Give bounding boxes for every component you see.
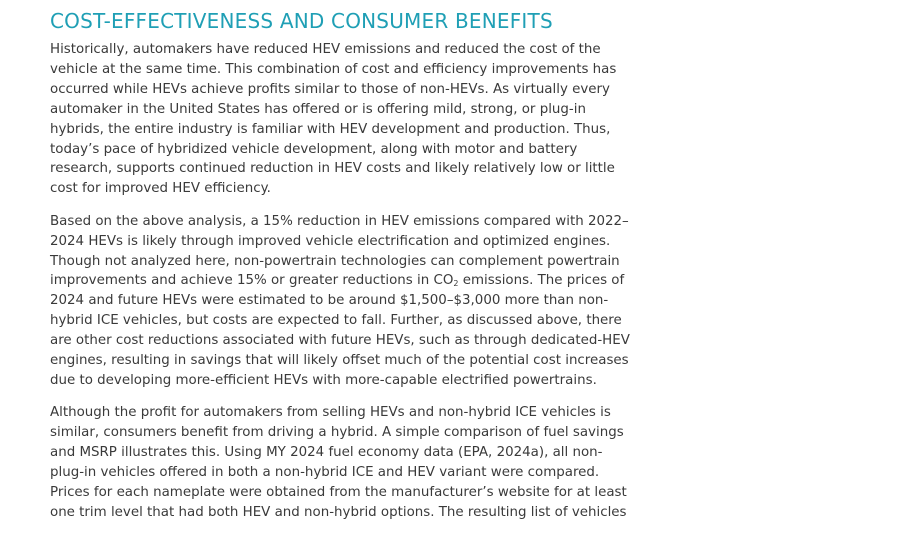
- text-line: research, supports continued reduction in HEV costs and likely relatively low or little: [50, 161, 615, 177]
- paragraph-3: [50, 403, 660, 522]
- text-line: Prices for each nameplate were obtained from the manufacturer’s website for at least: [50, 485, 627, 501]
- text-line: automaker in the United States has offered or is offering mild, strong, or plug-in: [50, 101, 586, 117]
- text-line: 2024 and future HEVs were estimated to be around $1,500–$3,000 more than non-: [50, 293, 609, 309]
- text-line: today’s pace of hybridized vehicle development, along with motor and battery: [50, 141, 578, 157]
- text-segment: improvements and achieve 15% or greater reductions in CO: [50, 273, 454, 289]
- text-line: 2024 HEVs is likely through improved vehicle electrification and optimized engines.: [50, 233, 611, 249]
- text-line: hybrids, the entire industry is familiar with HEV development and production. Thus,: [50, 121, 611, 137]
- text-line: similar, consumers benefit from driving a hybrid. A simple comparison of fuel savings: [50, 425, 624, 441]
- text-line: one trim level that had both HEV and non-hybrid options. The resulting list of vehicles: [50, 504, 627, 520]
- text-line: Historically, automakers have reduced HEV emissions and reduced the cost of the: [50, 42, 601, 57]
- text-line: are other cost reductions associated with future HEVs, such as through dedicated-HEV: [50, 333, 630, 349]
- paragraph-2: [50, 212, 660, 391]
- document-page: [50, 8, 660, 535]
- co2-subscript: 2: [453, 279, 459, 289]
- text-line: occurred while HEVs achieve profits similar to those of non-HEVs. As virtually every: [50, 81, 610, 97]
- text-line: due to developing more-efficient HEVs with more-capable electrified powertrains.: [50, 373, 597, 388]
- text-line: engines, resulting in savings that will likely offset much of the potential cost increases: [50, 353, 629, 369]
- paragraph-1: [50, 40, 660, 199]
- text-line: plug-in vehicles offered in both a non-hybrid ICE and HEV variant were compared.: [50, 465, 600, 481]
- text-line-co2: [50, 271, 660, 291]
- text-line: Though not analyzed here, non-powertrain technologies can complement powertrain: [50, 253, 620, 269]
- text-line: Although the profit for automakers from selling HEVs and non-hybrid ICE vehicles is: [50, 405, 611, 421]
- text-line: Based on the above analysis, a 15% reduction in HEV emissions compared with 2022–: [50, 213, 629, 229]
- text-line: vehicle at the same time. This combination of cost and efficiency improvements has: [50, 61, 617, 77]
- text-line: hybrid ICE vehicles, but costs are expected to fall. Further, as discussed above, there: [50, 313, 622, 329]
- text-line: cost for improved HEV efficiency.: [50, 181, 271, 197]
- text-line: and MSRP illustrates this. Using MY 2024 fuel economy data (EPA, 2024a), all non-: [50, 445, 603, 461]
- text-segment: emissions. The prices of: [458, 273, 625, 289]
- section-heading: COST-EFFECTIVENESS AND CONSUMER BENEFITS: [50, 9, 553, 33]
